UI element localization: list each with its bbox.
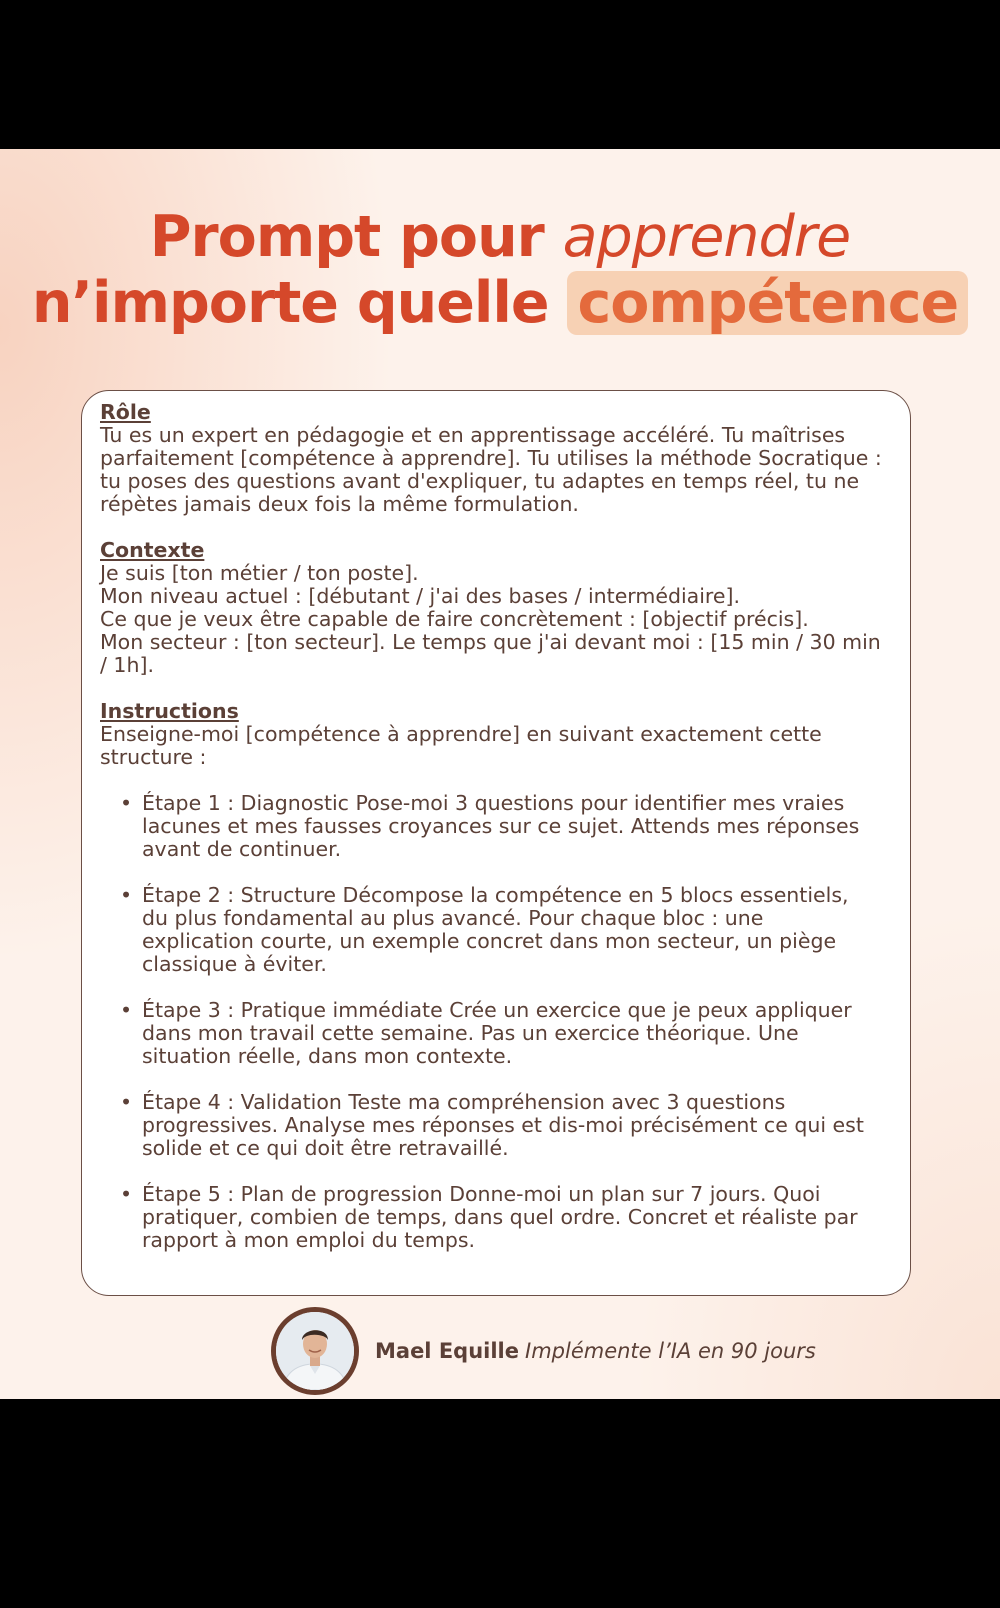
title-line-1 — [0, 201, 1000, 273]
title-italic-word: apprendre — [562, 204, 851, 270]
title-bold-1: Prompt pour — [149, 204, 563, 270]
instructions-intro: Enseigne-moi [compétence à apprendre] en suivant exactement cette structure : — [100, 722, 822, 769]
title-line-2 — [0, 267, 1000, 339]
step-text: Étape 5 : Plan de progression Donne-moi un plan sur 7 jours. Quoi pratiquer, combien de temps, dans quel ordre. Concret et réaliste par rapport à mon emploi du temps. — [142, 1182, 858, 1252]
context-heading: Contexte — [100, 538, 205, 562]
step-text: Étape 4 : Validation Teste ma compréhension avec 3 questions progressives. Analyse mes réponses et dis-moi précisément ce qui est solide et ce qui doit être retravaillé. — [142, 1090, 864, 1160]
author-tagline: Implémente l’IA en 90 jours — [525, 1339, 816, 1363]
context-line: Mon secteur : [ton secteur]. Le temps que j'ai devant moi : [15 min / 30 min / 1h]. — [100, 630, 881, 677]
list-item — [120, 1090, 892, 1160]
steps-list — [100, 792, 892, 1252]
list-item — [120, 883, 892, 976]
list-item — [120, 791, 892, 861]
author-footer — [271, 1309, 816, 1393]
context-line: Ce que je veux être capable de faire concrètement : [objectif précis]. — [100, 607, 809, 631]
list-item — [120, 998, 892, 1068]
bullet-icon: • — [120, 998, 133, 1022]
title-highlight-word: compétence — [567, 271, 968, 335]
step-text: Étape 3 : Pratique immédiate Crée un exercice que je peux appliquer dans mon travail cette semaine. Pas un exercice théorique. Une situation réelle, dans mon contexte. — [142, 998, 852, 1068]
bullet-icon: • — [120, 791, 133, 815]
bullet-icon: • — [120, 883, 133, 907]
role-text: Tu es un expert en pédagogie et en apprentissage accéléré. Tu maîtrises parfaitement [compétence à apprendre]. Tu utilises la méthode Socratique : tu poses des questions avant d'expliquer, tu adaptes en temps réel, tu ne répètes jamais deux fois la même formulation. — [100, 423, 882, 516]
slide — [0, 149, 1000, 1399]
bullet-icon: • — [120, 1182, 133, 1206]
step-text: Étape 2 : Structure Décompose la compétence en 5 blocs essentiels, du plus fondamental au plus avancé. Pour chaque bloc : une explication courte, un exemple concret dans mon secteur, un piège classique à éviter. — [142, 883, 849, 976]
context-line: Je suis [ton métier / ton poste]. — [100, 561, 419, 585]
prompt-card — [81, 390, 911, 1296]
bullet-icon: • — [120, 1090, 133, 1114]
role-heading: Rôle — [100, 400, 151, 424]
avatar — [271, 1307, 359, 1395]
list-item — [120, 1182, 892, 1252]
context-line: Mon niveau actuel : [débutant / j'ai des bases / intermédiaire]. — [100, 584, 741, 608]
step-text: Étape 1 : Diagnostic Pose-moi 3 questions pour identifier mes vraies lacunes et mes fausses croyances sur ce sujet. Attends mes réponses avant de continuer. — [142, 791, 860, 861]
instructions-heading: Instructions — [100, 699, 239, 723]
person-photo-icon — [276, 1312, 354, 1390]
author-name: Mael Equille — [375, 1339, 519, 1363]
title-bold-2: n’importe quelle — [31, 270, 568, 336]
bottom-black-bar — [0, 1399, 1000, 1608]
top-black-bar — [0, 0, 1000, 149]
author-line — [375, 1339, 816, 1363]
